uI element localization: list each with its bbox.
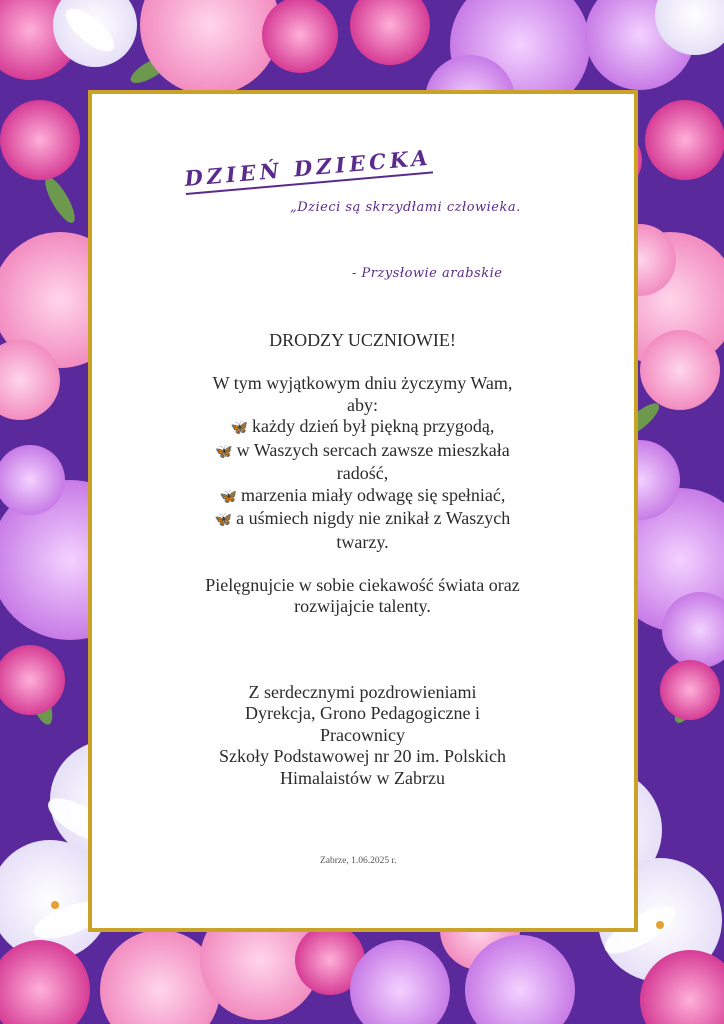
wish-item	[160, 508, 565, 532]
wish-text: każdy dzień był piękną przygodą,	[252, 416, 495, 436]
wish-text: twarzy.	[336, 531, 389, 552]
butterfly-icon: 🦋	[230, 421, 248, 436]
quote-source: - Przysłowie arabskie	[352, 266, 503, 281]
wish-text: radość,	[336, 463, 389, 483]
quote: „Dzieci są skrzydłami człowieka.	[290, 200, 521, 215]
intro-line: aby:	[347, 394, 378, 415]
intro-line: W tym wyjątkowym dniu życzymy Wam,	[212, 373, 513, 393]
wish-item	[160, 416, 565, 440]
signature-line: Dyrekcja, Grono Pedagogiczne i	[245, 703, 480, 723]
wish-item	[160, 440, 565, 464]
butterfly-icon: 🦋	[214, 513, 233, 528]
greeting: DRODZY UCZNIOWIE!	[269, 330, 456, 350]
signature-line: Pracownicy	[320, 724, 405, 745]
signature-line: Himalaistów w Zabrzu	[280, 767, 445, 788]
wish-text: a uśmiech nigdy nie znikał z Waszych	[236, 508, 511, 528]
page-title: DZIEŃ DZIECKA	[183, 145, 432, 195]
signature-line: Z serdecznymi pozdrowieniami	[248, 681, 477, 702]
wish-text: marzenia miały odwagę się spełniać,	[241, 484, 506, 505]
closing-line: rozwijajcie talenty.	[294, 596, 431, 616]
wish-text: w Waszych sercach zawsze mieszkała	[236, 439, 510, 460]
signature-line: Szkoły Podstawowej nr 20 im. Polskich	[219, 746, 506, 766]
butterfly-icon: 🦋	[219, 489, 238, 505]
wish-item	[160, 485, 565, 509]
date: Zabrze, 1.06.2025 r.	[320, 856, 397, 866]
butterfly-icon: 🦋	[215, 444, 233, 460]
closing-line: Pielęgnujcie w sobie ciekawość świata oraz	[205, 574, 520, 595]
letter-body	[160, 330, 565, 789]
